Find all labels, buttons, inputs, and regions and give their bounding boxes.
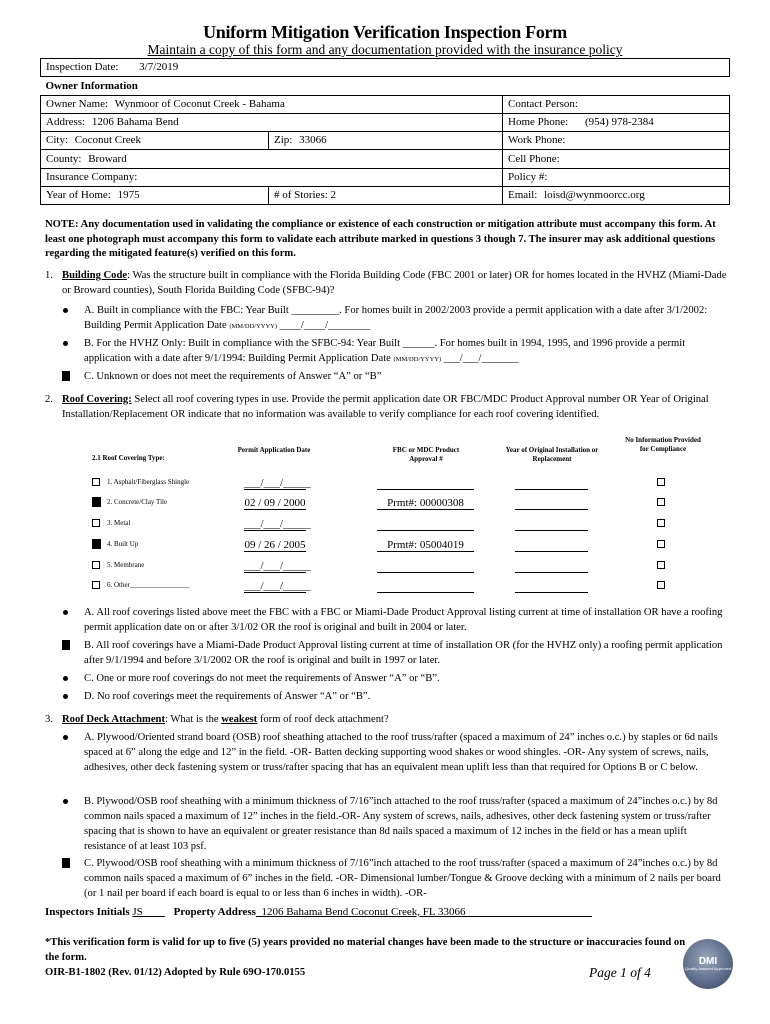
q1-option-a[interactable] xyxy=(62,303,730,333)
roof-row-2-checkbox[interactable] xyxy=(92,497,101,507)
inspector-initials-label: Inspectors Initials xyxy=(45,906,130,918)
q3-option-b[interactable] xyxy=(62,794,730,854)
home-phone-cell xyxy=(503,113,730,131)
col-roof-type: 2.1 Roof Covering Type: xyxy=(92,454,165,462)
q2-a-text: A. All roof coverings listed above meet the FBC with a FBC or Miami-Dade Product Approval listing current at time of installation OR have a roofing permit application date on or after 3/1/02 OR the roof is original and built in 2004 or later. xyxy=(84,607,723,634)
work-phone-label: Work Phone: xyxy=(508,134,566,147)
roof-row-1-date[interactable]: ___/___/_____ xyxy=(244,477,311,489)
q3-option-a[interactable] xyxy=(62,730,730,775)
question-3-text-2: form of roof deck attachment? xyxy=(257,714,389,725)
roof-row-2-label: 2. Concrete/Clay Tile xyxy=(107,498,168,506)
roof-row-5-checkbox[interactable] xyxy=(92,561,100,569)
seal-small-text: Quality Assured Approved xyxy=(684,965,732,971)
q3-c-checked-box[interactable] xyxy=(62,858,70,868)
roof-row-1-noinfo-checkbox[interactable] xyxy=(657,478,665,486)
home-phone-value[interactable]: (954) 978-2384 xyxy=(584,116,654,129)
question-2-number: 2. xyxy=(45,394,53,405)
q2-option-b[interactable] xyxy=(62,638,730,668)
q1-a-date-blank[interactable]: ____/____/________ xyxy=(277,320,371,332)
roof-row-2-date[interactable]: 02 / 09 / 2000 xyxy=(244,497,306,509)
zip-value[interactable]: 33066 xyxy=(299,134,327,147)
policy-label: Policy #: xyxy=(508,171,548,183)
county-label: County: xyxy=(46,152,82,165)
owner-name-cell xyxy=(41,95,503,113)
roof-row-6-year[interactable] xyxy=(515,579,588,593)
home-phone-label: Home Phone: xyxy=(508,116,569,129)
roof-row-6 xyxy=(92,579,692,599)
year-of-home-label: Year of Home: xyxy=(46,189,111,202)
inspection-date-value[interactable]: 3/7/2019 xyxy=(139,61,179,74)
col-no-information: No Information Provided for Compliance xyxy=(625,436,701,454)
inspection-date-cell xyxy=(41,59,730,77)
question-1-text: : Was the structure built in compliance with the Florida Building Code (FBC 2001 or later) OR for homes located in the HVHZ (Miami-Dade or Broward counties), South Florida Building Code (SFBC-94)? xyxy=(62,270,727,297)
form-subtitle: Maintain a copy of this form and any documentation provided with the insurance policy xyxy=(147,42,623,57)
roof-row-4-checkbox[interactable] xyxy=(92,539,101,549)
owner-name-value[interactable]: Wynmoor of Coconut Creek - Bahama xyxy=(114,97,285,110)
work-phone-cell[interactable] xyxy=(503,132,730,150)
roof-row-4-label: 4. Built Up xyxy=(107,540,139,548)
roof-row-5-noinfo-checkbox[interactable] xyxy=(657,561,665,569)
col-permit-date: Permit Application Date xyxy=(237,446,311,454)
question-3-number: 3. xyxy=(45,714,53,725)
q2-c-radio[interactable] xyxy=(63,676,68,681)
question-2-text: Select all roof covering types in use. Provide the permit application date OR FBC/MDC Product Approval number OR Year of Original Installation/Replacement OR indicate that no information was available to verify compliance for each roof covering identified. xyxy=(62,394,709,421)
q1-c-checked-box[interactable] xyxy=(62,371,70,381)
roof-row-5-label: 5. Membrane xyxy=(107,561,145,569)
form-title: Uniform Mitigation Verification Inspection Form xyxy=(203,22,567,42)
roof-row-1-label: 1. Asphalt/Fiberglass Shingle xyxy=(107,478,190,486)
q1-c-text: C. Unknown or does not meet the requirements of Answer “A” or “B” xyxy=(84,371,382,382)
zip-cell xyxy=(269,132,503,150)
roof-row-2-noinfo-checkbox[interactable] xyxy=(657,498,665,506)
q2-a-radio[interactable] xyxy=(63,610,68,615)
documentation-note: NOTE: Any documentation used in validating the compliance or existence of each construction or mitigation attribute must accompany this form. At least one photograph must accompany this form to validate each attribute marked in questions 3 though 7. The insurer may ask additional questions regarding the mitigated feature(s) verified on this form. xyxy=(45,219,716,260)
county-value[interactable]: Broward xyxy=(88,152,127,165)
roof-row-1-checkbox[interactable] xyxy=(92,478,100,486)
roof-row-2-year[interactable] xyxy=(515,496,588,510)
contact-person-label: Contact Person: xyxy=(508,97,578,110)
q2-d-radio[interactable] xyxy=(63,694,68,699)
validity-note: *This verification form is valid for up to five (5) years provided no material changes have been made to the structure or inaccuracies found on the form. xyxy=(45,937,686,963)
q1-b-date-blank[interactable]: ___/___/_______ xyxy=(441,353,519,365)
roof-row-4-date[interactable]: 09 / 26 / 2005 xyxy=(244,539,306,551)
q1-b-text: B. For the HVHZ Only: Built in compliance with the SFBC-94: Year Built ______. For homes built in 1994, 1995, and 1996 provide a permit application with a date after 9/1/1994: Building Permit Application Date xyxy=(84,338,686,365)
q2-option-c[interactable] xyxy=(62,671,730,686)
owner-name-label: Owner Name: xyxy=(46,97,109,110)
form-id: OIR-B1-1802 (Rev. 01/12) Adopted by Rule 69O-170.0155 xyxy=(45,967,306,978)
address-value[interactable]: 1206 Bahama Bend xyxy=(91,116,179,129)
address-label: Address: xyxy=(46,116,86,129)
roof-row-6-noinfo-checkbox[interactable] xyxy=(657,581,665,589)
roof-row-3-year[interactable] xyxy=(515,517,588,531)
cell-phone-label: Cell Phone: xyxy=(508,152,560,165)
q1-a-radio[interactable] xyxy=(63,308,68,313)
inspection-date-label: Inspection Date: xyxy=(46,61,119,74)
address-cell xyxy=(41,113,503,131)
city-value[interactable]: Coconut Creek xyxy=(74,134,142,147)
q3-a-radio[interactable] xyxy=(63,735,68,740)
question-3-heading: Roof Deck Attachment xyxy=(62,714,165,725)
question-3 xyxy=(45,712,730,727)
q3-c-text: C. Plywood/OSB roof sheathing with a minimum thickness of 7/16”inch attached to the roof truss/rafter (spaced a maximum of 24”inches o.c.) by 8d common nails spaced a maximum of 6” inches in the field. -OR- Dimensional lumber/Tongue & Groove decking with a minimum of 2 nails per board (or 1 nail per board if each board is equal to or less than 6 inches in width). -OR- xyxy=(84,858,721,900)
question-1-heading: Building Code xyxy=(62,270,128,281)
roof-row-5-year[interactable] xyxy=(515,559,588,573)
policy-cell[interactable] xyxy=(503,168,730,186)
page-number: Page 1 of 4 xyxy=(589,965,651,980)
county-cell xyxy=(41,150,503,168)
seal-text: DMI xyxy=(698,955,718,967)
q1-b-radio[interactable] xyxy=(63,341,68,346)
roof-row-5 xyxy=(92,559,692,579)
zip-label: Zip: xyxy=(274,134,293,147)
stories-value[interactable]: 2 xyxy=(330,189,337,202)
roof-row-1-approval[interactable] xyxy=(377,476,474,490)
q2-option-d[interactable] xyxy=(62,689,730,704)
question-3-text-1: : What is the xyxy=(164,714,222,725)
roof-row-4 xyxy=(92,538,692,558)
dmi-seal-icon xyxy=(683,939,733,989)
insurance-company-label: Insurance Company: xyxy=(46,171,138,183)
roof-row-2-approval[interactable]: Prmt#: 00000308 xyxy=(377,496,474,510)
stories-label: # of Stories: xyxy=(274,189,328,202)
contact-person-cell[interactable] xyxy=(503,95,730,113)
roof-row-3-date[interactable]: ___/___/_____ xyxy=(244,518,311,530)
q3-b-text: B. Plywood/OSB roof sheathing with a minimum thickness of 7/16”inch attached to the roof truss/rafter (spaced a maximum of 24”inches o.c.) by 8d common nails spaced a maximum of 12” inches in the field.-OR- Any system of screws, nails, adhesives, other deck fastening system or truss/rafter spacing that is shown to have an equivalent or greater resistance than 8d nails spaced a maximum of 12 inches in the field or has a mean uplift resistance of at least 103 psf. xyxy=(84,796,718,853)
q3-a-text: A. Plywood/Oriented strand board (OSB) roof sheathing attached to the roof truss/rafter (spaced a maximum of 24” inches o.c.) by staples or 6d nails spaced at 6” along the edge and 12” in the field. -OR- Batten decking supporting wood shakes or wood shingles. -OR- Any system of screws, nails, adhesives, other deck fastening system or truss/rafter spacing that has an equivalent mean uplift less than that required for Options B or C below. xyxy=(84,732,718,774)
q1-option-b[interactable] xyxy=(62,336,730,366)
q2-d-text: D. No roof coverings meet the requirements of Answer “A” or “B”. xyxy=(84,691,371,702)
year-of-home-value[interactable]: 1975 xyxy=(117,189,140,202)
q1-b-date-format: (MM/DD/YYYY) xyxy=(393,356,442,364)
email-value[interactable]: loisd@wynmoorcc.org xyxy=(544,189,645,202)
inspector-initials-value[interactable]: JS____ xyxy=(132,906,165,918)
roof-row-3-approval[interactable] xyxy=(377,517,474,531)
year-of-home-cell xyxy=(41,187,269,205)
q1-a-date-format: (MM/DD/YYYY) xyxy=(229,323,278,331)
property-address-value[interactable]: _1206 Bahama Bend Coconut Creek, FL 33066_______________________ xyxy=(255,906,592,918)
roof-row-6-checkbox[interactable] xyxy=(92,581,100,589)
q1-a-text: A. Built in compliance with the FBC: Year Built _________. For homes built in 2002/2003 provide a permit application with a date after 3/1/2002: Building Permit Application Date xyxy=(84,305,708,332)
property-address-label: Property Address xyxy=(173,906,256,918)
roof-row-5-approval[interactable] xyxy=(377,559,474,573)
roof-row-3-label: 3. Metal xyxy=(107,519,131,527)
question-3-weakest: weakest xyxy=(221,714,258,725)
email-cell xyxy=(503,187,730,205)
roof-row-1-year[interactable] xyxy=(515,476,588,490)
city-cell xyxy=(41,132,269,150)
insurance-company-cell[interactable] xyxy=(41,168,503,186)
cell-phone-cell[interactable] xyxy=(503,150,730,168)
q2-b-checked-box[interactable] xyxy=(62,640,70,650)
question-2 xyxy=(45,392,730,423)
footer-signature-line xyxy=(45,905,735,920)
owner-info-table xyxy=(40,58,730,205)
roof-row-1 xyxy=(92,476,692,496)
question-1-number: 1. xyxy=(45,270,53,281)
question-1 xyxy=(45,268,730,299)
roof-row-4-year[interactable] xyxy=(515,538,588,552)
roof-row-3-noinfo-checkbox[interactable] xyxy=(657,519,665,527)
roof-row-3 xyxy=(92,517,692,537)
roof-row-6-date[interactable]: ___/___/_____ xyxy=(244,580,311,592)
stories-cell xyxy=(269,187,503,205)
q3-option-c[interactable] xyxy=(62,856,730,901)
question-2-heading: Roof Covering: xyxy=(62,394,132,405)
roof-row-2 xyxy=(92,496,692,516)
roof-row-4-noinfo-checkbox[interactable] xyxy=(657,540,665,548)
owner-info-heading: Owner Information xyxy=(41,77,730,95)
q3-b-radio[interactable] xyxy=(63,799,68,804)
roof-row-6-label: 6. Other_________________ xyxy=(107,581,190,589)
email-label: Email: xyxy=(508,189,538,202)
roof-row-5-date[interactable]: ___/___/_____ xyxy=(244,560,311,572)
roof-row-6-approval[interactable] xyxy=(377,579,474,593)
q2-c-text: C. One or more roof coverings do not meet the requirements of Answer “A” or “B”. xyxy=(84,673,440,684)
col-product-approval: FBC or MDC Product Approval # xyxy=(392,446,460,464)
roof-row-4-approval[interactable]: Prmt#: 05004019 xyxy=(377,538,474,552)
q2-b-text: B. All roof coverings have a Miami-Dade Product Approval listing current at time of installation OR (for the HVHZ only) a roofing permit application after 9/1/1994 and before 3/1/2002 OR the roof is original and built in 1997 or later. xyxy=(84,640,723,667)
col-year-installed: Year of Original Installation or Replacement xyxy=(505,446,599,464)
roof-row-3-checkbox[interactable] xyxy=(92,519,100,527)
city-label: City: xyxy=(46,134,69,147)
q2-option-a[interactable] xyxy=(62,605,730,635)
q1-option-c[interactable] xyxy=(62,369,730,384)
